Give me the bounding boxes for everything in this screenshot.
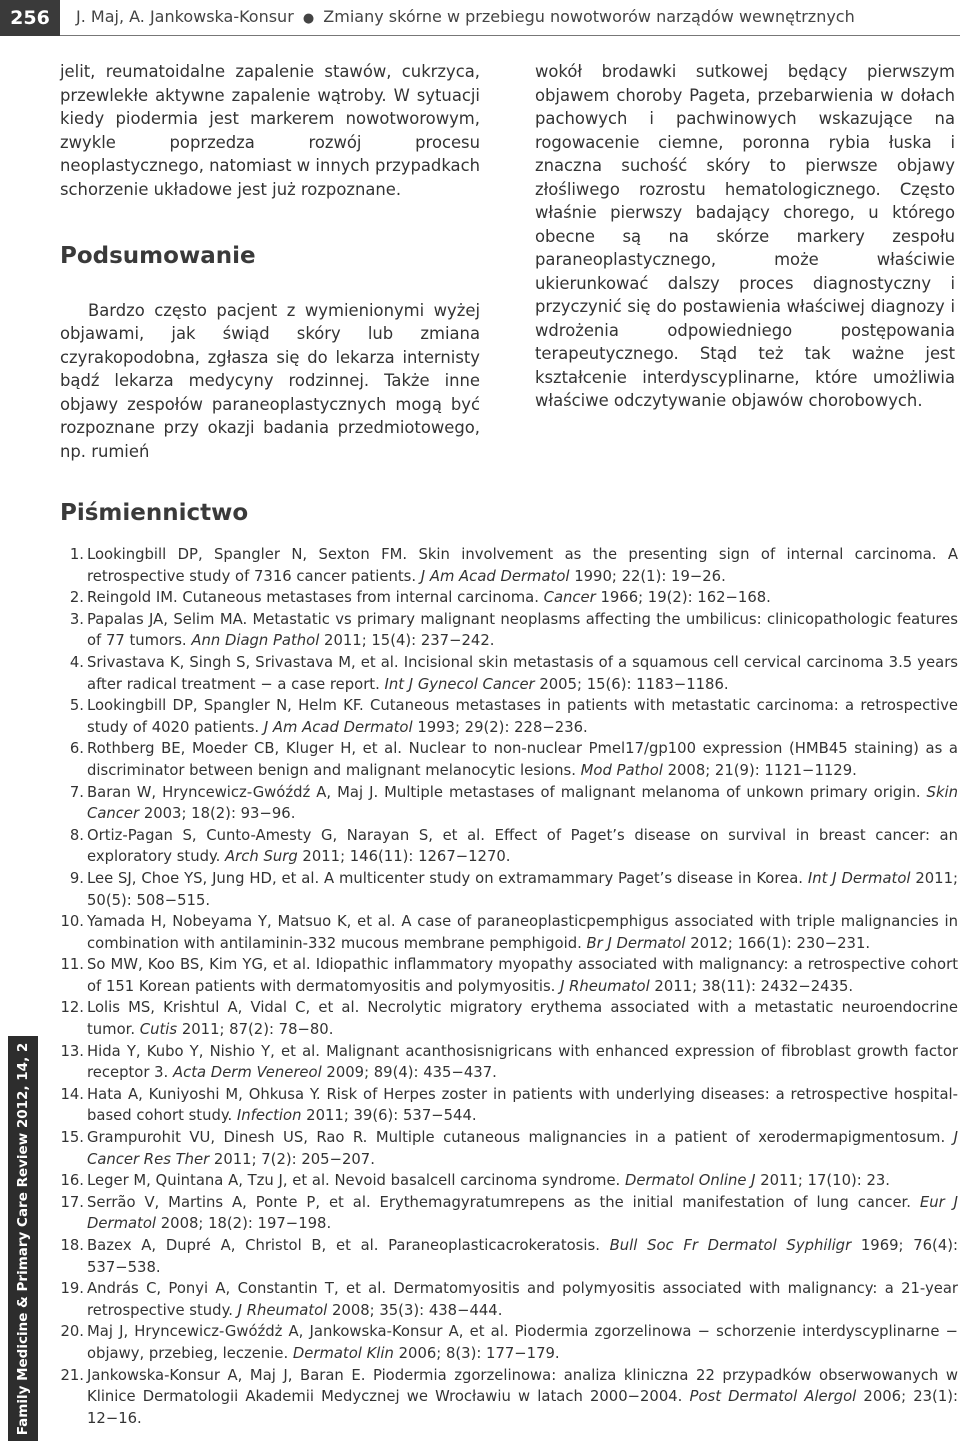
reference-journal: J Rheumatol — [237, 1301, 328, 1319]
reference-text: Grampurohit VU, Dinesh US, Rao R. Multiple cutaneous malignancies in a patient of xerodermapigmentosum. — [87, 1129, 954, 1147]
reference-list — [60, 544, 958, 1429]
reference-number: 6. — [69, 740, 84, 758]
reference-text: Baran W, Hryncewicz-Gwóźdź A, Maj J. Multiple metastases of malignant melanoma of unkown primary origin. — [87, 783, 927, 801]
reference-number: 2. — [69, 589, 84, 607]
reference-number: 15. — [60, 1129, 84, 1147]
header-rule — [60, 35, 960, 36]
reference-text: Papalas JA, Selim MA. Metastatic vs primary malignant neoplasms affecting the umbilicus: clinicopathologic features of 77 tumors. — [87, 610, 958, 650]
reference-text: Ortiz-Pagan S, Cunto-Amesty G, Narayan S, et al. Effect of Paget’s disease on survival in breast cancer: an exploratory study. — [87, 826, 958, 866]
reference-text: Maj J, Hryncewicz-Gwóźdż A, Jankowska-Konsur A, et al. Piodermia zgorzelinowa − schorzenie interdyscyplinarne − objawy, przebieg, leczenie. — [87, 1323, 958, 1362]
reference-citation: 2003; 18(2): 93−96. — [139, 805, 296, 823]
reference-journal: Cancer — [543, 589, 596, 607]
reference-item — [60, 782, 958, 825]
references-section — [60, 500, 958, 1429]
reference-item — [60, 695, 958, 738]
reference-citation: 2011; 7(2): 205−207. — [209, 1150, 375, 1168]
reference-item — [60, 997, 958, 1040]
reference-journal: Bull Soc Fr Dermatol Syphiligr — [609, 1237, 852, 1254]
reference-journal: J Am Acad Dermatol — [420, 567, 570, 585]
reference-item — [60, 1235, 958, 1278]
reference-number: 8. — [69, 826, 84, 844]
reference-number: 16. — [60, 1172, 84, 1190]
reference-item — [60, 1278, 958, 1321]
reference-text: Serrão V, Martins A, Ponte P, et al. Erythemagyratumrepens as the initial manifestation of lung cancer. — [87, 1193, 920, 1211]
reference-number: 12. — [60, 999, 84, 1017]
reference-citation: 2008; 18(2): 197−198. — [156, 1215, 332, 1233]
reference-citation: 2005; 15(6): 1183−1186. — [534, 675, 729, 693]
reference-number: 3. — [69, 610, 84, 628]
reference-citation: 2008; 21(9): 1121−1129. — [662, 761, 857, 779]
reference-text: Lookingbill DP, Spangler N, Helm KF. Cutaneous metastases in patients with metastatic carcinoma: a retrospective study of 4020 patients. — [87, 697, 958, 736]
reference-text: Lookingbill DP, Spangler N, Sexton FM. Skin involvement as the presenting sign of internal carcinoma. A retrospective study of 7316 cancer patients. — [87, 546, 958, 585]
reference-number: 9. — [69, 869, 84, 887]
reference-item — [60, 911, 958, 954]
reference-journal: Post Dermatol Alergol — [689, 1388, 857, 1406]
reference-journal: Skin Cancer — [87, 783, 958, 823]
summary-heading: Podsumowanie — [60, 243, 256, 269]
reference-number: 11. — [60, 956, 84, 974]
right-paragraph: wokół brodawki sutkowej będący pierwszym objawem choroby Pageta, przebarwienia w dołach pachowych i pachwinowych wskazujące na rogowacenie ciemne, poronna rybia łuska i znaczna suchość skóry to pierwsze objawy złośliwego rozrostu hematologicznego. Często właśnie pierwszy badający chorego, u którego obecne są na skórze markery zespołu paraneoplastycznego, może właściwie ukierunkować dalszy proces diagnostyczny i przyczynić się do postawienia właściwej diagnozy i wdrożenia odpowiedniego postępowania terapeutycznego. Stąd też tak ważne jest kształcenie interdyscyplinarne, które umożliwia właściwe odczytywanie objawów chorobowych. — [535, 62, 955, 410]
journal-side-label: Family Medicine & Primary Care Review 2012, 14, 2 — [15, 1042, 31, 1435]
bullet-separator: ● — [302, 11, 315, 26]
reference-journal: J Am Acad Dermatol — [263, 718, 413, 736]
reference-journal: Infection — [236, 1107, 302, 1125]
reference-text: So MW, Koo BS, Kim YG, et al. Idiopathic inflammatory myopathy associated with malignancy: a retrospective cohort of 151 Korean patients with dermatomyositis and polymyositis. — [87, 956, 958, 995]
reference-journal: Ann Diagn Pathol — [191, 632, 320, 650]
reference-text: Reingold IM. Cutaneous metastases from internal carcinoma. — [87, 589, 544, 607]
reference-journal: Dermatol Online J — [624, 1172, 756, 1190]
reference-citation: 1969; 76(4): 537−538. — [87, 1237, 958, 1276]
references-heading: Piśmiennictwo — [60, 500, 249, 526]
running-head-title: Zmiany skórne w przebiegu nowotworów narządów wewnętrznych — [323, 7, 855, 26]
reference-number: 5. — [69, 697, 84, 715]
reference-number: 4. — [69, 653, 84, 671]
reference-journal: Dermatol Klin — [292, 1344, 394, 1362]
summary-paragraph: Bardzo często pacjent z wymienionymi wyżej objawami, jak świąd skóry lub zmiana czyrakopodobna, zgłasza się do lekarza internisty bądź lekarza medycyny rodzinnej. Także inne objawy zespołów paraneoplastycznych mogą być rozpoznane przy okazji badania przedmiotowego, np. rumień — [60, 300, 480, 461]
running-head-authors: J. Maj, A. Jankowska-Konsur — [76, 7, 294, 26]
reference-text: Rothberg BE, Moeder CB, Kluger H, et al. Nuclear to non-nuclear Pmel17/gp100 expression (HMB45 staining) as a discriminator between benign and malignant melanocytic lesions. — [87, 740, 958, 779]
reference-item — [60, 1127, 958, 1170]
reference-item — [60, 652, 958, 695]
reference-journal: Cutis — [139, 1021, 178, 1039]
reference-number: 18. — [60, 1237, 84, 1254]
reference-journal: Br J Dermatol — [586, 934, 686, 952]
reference-citation: 2011; 38(11): 2432−2435. — [649, 977, 854, 995]
reference-text: Srivastava K, Singh S, Srivastava M, et al. Incisional skin metastasis of a squamous cell cervical carcinoma 3.5 years after radical treatment − a case report. — [87, 653, 958, 693]
reference-item — [60, 738, 958, 781]
reference-text: Yamada H, Nobeyama Y, Matsuo K, et al. A case of paraneoplasticpemphigus associated with triple malignancies in combination with antilaminin-332 mucous membrane pemphigoid. — [87, 913, 958, 952]
reference-text: Hata A, Kuniyoshi M, Ohkusa Y. Risk of Herpes zoster in patients with underlying diseases: a retrospective hospital-based cohort study. — [87, 1085, 958, 1125]
reference-text: Lee SJ, Choe YS, Jung HD, et al. A multicenter study on extramammary Paget’s disease in Korea. — [87, 869, 808, 887]
reference-citation: 2009; 89(4): 435−437. — [321, 1064, 497, 1082]
reference-item — [60, 1321, 958, 1364]
reference-citation: 2006; 23(1): 12−16. — [87, 1388, 958, 1427]
reference-number: 14. — [60, 1085, 84, 1103]
reference-journal: Int J Dermatol — [807, 869, 911, 887]
reference-number: 10. — [60, 913, 84, 931]
reference-item — [60, 1192, 958, 1235]
reference-citation: 2011; 39(6): 537−544. — [301, 1107, 477, 1125]
reference-citation: 1993; 29(2): 228−236. — [412, 718, 588, 736]
reference-citation: 2011; 87(2): 78−80. — [177, 1021, 334, 1039]
reference-citation: 2011; 50(5): 508−515. — [87, 869, 958, 909]
reference-journal: Eur J Dermatol — [87, 1193, 958, 1233]
reference-item — [60, 1041, 958, 1084]
reference-journal: Int J Gynecol Cancer — [384, 675, 535, 693]
reference-citation: 2011; 17(10): 23. — [755, 1172, 890, 1190]
intro-paragraph: jelit, reumatoidalne zapalenie stawów, cukrzyca, przewlekłe aktywne zapalenie wątroby. W sytuacji kiedy piodermia jest markerem nowotworowym, zwykle poprzedza rozwój procesu neoplastycznego, natomiast w innych przypadkach schorzenie układowe jest już rozpoznane. — [60, 62, 480, 199]
page-header — [0, 0, 960, 36]
reference-text: Hida Y, Kubo Y, Nishio Y, et al. Malignant acanthosisnigricans with enhanced expression of fibroblast growth factor receptor 3. — [87, 1042, 958, 1082]
reference-journal: Mod Pathol — [580, 761, 663, 779]
reference-text: András C, Ponyi A, Constantin T, et al. Dermatomyositis and polymyositis associated with malignancy: a 21-year retrospective study. — [87, 1280, 958, 1319]
reference-citation: 2012; 166(1): 230−231. — [685, 934, 871, 952]
reference-citation: 1966; 19(2): 162−168. — [595, 589, 771, 607]
reference-item — [60, 1170, 958, 1192]
reference-text: Bazex A, Dupré A, Christol B, et al. Paraneoplasticacrokeratosis. — [87, 1237, 610, 1254]
reference-number: 1. — [69, 546, 84, 563]
reference-item — [60, 544, 958, 587]
left-column — [60, 60, 480, 463]
reference-journal: Arch Surg — [225, 848, 298, 866]
reference-citation: 2006; 8(3): 177−179. — [393, 1344, 560, 1362]
reference-text: Jankowska-Konsur A, Maj J, Baran E. Piodermia zgorzelinowa: analiza kliniczna 22 przypadków obserwowanych w Klinice Dermatologii Akademii Medycznej we Wrocławiu w latach 2000−2004. — [87, 1366, 958, 1406]
reference-number: 7. — [69, 783, 84, 801]
reference-number: 20. — [60, 1323, 84, 1341]
reference-item — [60, 1084, 958, 1127]
reference-item — [60, 868, 958, 911]
reference-item — [60, 609, 958, 652]
reference-journal: J Rheumatol — [560, 977, 650, 995]
reference-citation: 2011; 146(11): 1267−1270. — [297, 848, 511, 866]
reference-number: 17. — [60, 1193, 84, 1211]
reference-item — [60, 1365, 958, 1430]
right-column — [535, 60, 955, 413]
reference-number: 21. — [60, 1366, 84, 1384]
reference-item — [60, 587, 958, 609]
reference-citation: 2008; 35(3): 438−444. — [327, 1301, 503, 1319]
reference-journal: J Cancer Res Ther — [87, 1129, 958, 1168]
reference-journal: Acta Derm Venereol — [172, 1064, 322, 1082]
running-head — [76, 7, 855, 26]
reference-citation: 2011; 15(4): 237−242. — [319, 632, 495, 650]
reference-text: Leger M, Quintana A, Tzu J, et al. Nevoid basalcell carcinoma syndrome. — [87, 1172, 625, 1190]
reference-item — [60, 825, 958, 868]
reference-citation: 1990; 22(1): 19−26. — [569, 567, 726, 585]
reference-text: Lolis MS, Krishtul A, Vidal C, et al. Necrolytic migratory erythema associated with a metastatic neuroendocrine tumor. — [87, 999, 958, 1039]
reference-number: 13. — [60, 1042, 84, 1060]
reference-number: 19. — [60, 1280, 84, 1298]
page-number: 256 — [0, 0, 60, 36]
journal-side-band — [8, 1036, 38, 1441]
reference-item — [60, 954, 958, 997]
